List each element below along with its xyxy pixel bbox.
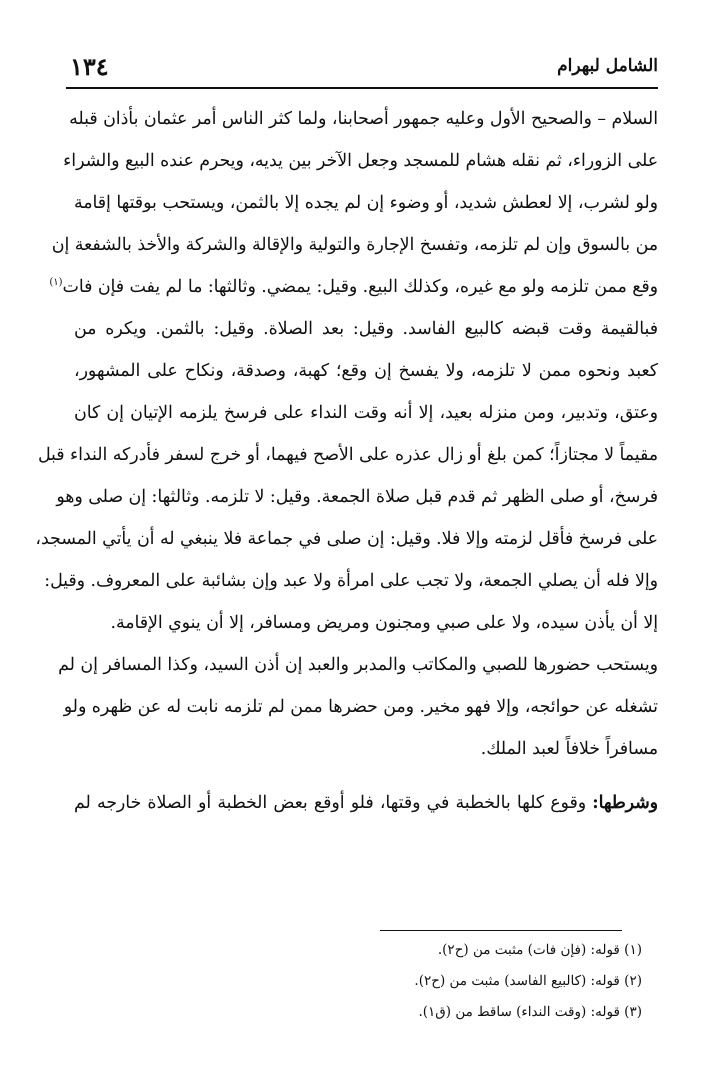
text-line: وعتق، وتدبير، ومن منزله بعيد، إلا أنه وقت النداء على فرسخ يلزمه الإتيان إن كان bbox=[74, 403, 658, 423]
text-line: كعبد ونحوه ممن لا تلزمه، ولا يفسخ إن وقع؛ كهبة، وصدقة، ونكاح على المشهور، bbox=[74, 361, 658, 381]
text-line: على فرسخ فأقل لزمته وإلا فلا. وقيل: إن صلى في جماعة فلا ينبغي له أن يأتي المسجد، bbox=[35, 529, 658, 549]
text-line: تشغله عن حوائجه، وإلا فهو مخير. ومن حضرها ممن لم تلزمه نابت له عن ظهره ولو bbox=[63, 697, 658, 717]
footnote-1: (١) قوله: (فإن فات) مثبت من (ح٢). bbox=[437, 942, 642, 958]
section-lead: وشرطها: bbox=[592, 793, 658, 813]
paragraph-gap bbox=[74, 770, 658, 782]
text-line: من بالسوق وإن لم تلزمه، وتفسخ الإجارة والتولية والإقالة والشركة والأخذ بالشفعة إن bbox=[51, 235, 658, 255]
text-line: فبالقيمة وقت قبضه كالبيع الفاسد. وقيل: بعد الصلاة. وقيل: بالثمن. ويكره من bbox=[74, 319, 658, 339]
footnote-3: (٣) قوله: (وقت النداء) ساقط من (ق١). bbox=[418, 1004, 642, 1020]
main-text bbox=[35, 98, 658, 824]
text-line: مقيماً لا مجتازاً؛ كمن بلغ أو زال عذره على الأصح فيهما، أو خرج لسفر فأدركه النداء قبل bbox=[37, 445, 658, 465]
footnote-2: (٢) قوله: (كالبيع الفاسد) مثبت من (ح٢). bbox=[414, 973, 642, 989]
header-rule bbox=[66, 87, 658, 89]
text-line: مسافراً خلافاً لعبد الملك. bbox=[480, 739, 658, 759]
page-header bbox=[70, 48, 658, 84]
text-line-content: وقع ممن تلزمه ولو مع غيره، وكذلك البيع. وقيل: يمضي. وثالثها: ما لم يفت فإن فات bbox=[62, 277, 658, 297]
text-line: السلام – والصحيح الأول وعليه جمهور أصحابنا، ولما كثر الناس أمر عثمان بأذان قبله bbox=[69, 109, 658, 129]
text-line: إلا أن يأذن سيده، ولا على صبي ومجنون ومريض ومسافر، إلا أن ينوي الإقامة. bbox=[110, 613, 658, 633]
text-line bbox=[49, 266, 658, 308]
text-line bbox=[74, 782, 658, 824]
footnote-rule bbox=[380, 930, 622, 931]
running-title: الشامل لبهرام bbox=[557, 56, 658, 76]
text-line: على الزوراء، ثم نقله هشام للمسجد وجعل الآخر بين يديه، ويحرم عنده البيع والشراء bbox=[63, 151, 658, 171]
page-number: ١٣٤ bbox=[70, 51, 109, 81]
text-line: ويستحب حضورها للصبي والمكاتب والمدبر والعبد إن أذن السيد، وكذا المسافر إن لم bbox=[58, 655, 658, 675]
footnote-marker-1: (١) bbox=[49, 277, 63, 289]
text-line: وإلا فله أن يصلي الجمعة، ولا تجب على امرأة ولا عبد وإن بشائبة على المعروف. وقيل: bbox=[44, 571, 658, 591]
footnotes bbox=[200, 935, 642, 1028]
text-line: ولو لشرب، إلا لعطش شديد، أو وضوء إن لم يجده إلا بالثمن، ويستحب بوقتها إقامة bbox=[74, 193, 658, 213]
text-line-content: وقوع كلها بالخطبة في وقتها، فلو أوقع بعض الخطبة أو الصلاة خارجه لم bbox=[74, 793, 593, 813]
text-line: فرسخ، أو صلى الظهر ثم قدم قبل صلاة الجمعة. وقيل: لا تلزمه. وثالثها: إن صلى وهو bbox=[56, 487, 658, 507]
